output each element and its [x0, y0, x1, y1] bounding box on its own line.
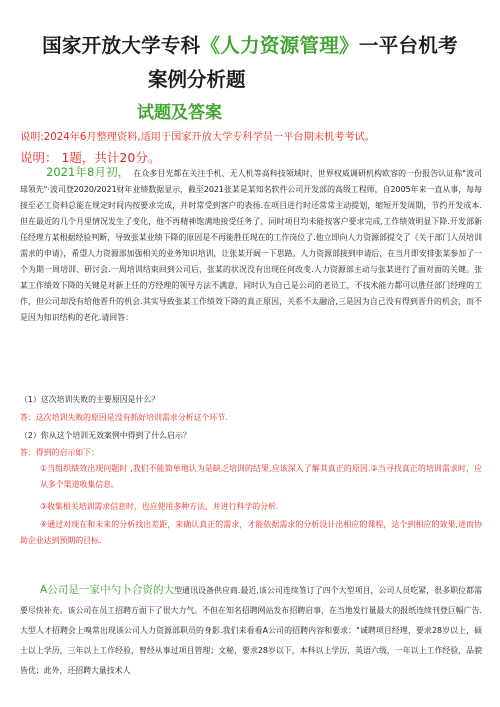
- title-course-name: 《人力资源管理》: [200, 34, 359, 57]
- case1-lead: 2021年8月初，: [46, 165, 130, 179]
- question-2: （2）你从这个培训无效案例中得到了什么启示？: [20, 431, 191, 440]
- answer-2-lead: 答：得到的启示如下：: [20, 448, 99, 457]
- usage-note: 说明:2024年6月整理资料,适用于国家开放大学专科学员一平台期末机考考试。: [20, 132, 375, 143]
- case2-body: 型通讯设备供应商.最近,该公司连续签订了四个大型项目，公司人员吃紧，很多职位都需要尽快补充。该公司在员工招聘方面下了很大力气。不但在知名招聘网站发布招聘启事，在当地发行量最大的报纸连续刊登巨幅广告.大型人才招聘会上嗅常出现该公司人力资源部职员的身影.我们来看看A公司的招聘内容和要求："诚聘项目经理，要求28岁以上，硕士以上学历，三年以上工作经验，曾经从事过项目管理；文秘，要求28岁以下，本科以上学历，英语六级，一年以上工作经验，品貌皆优；此外，还招聘大量技术人: [20, 586, 482, 675]
- answer-2-item-3: ④通过对现在和未来的分析找出差距，来确认真正的需求，才能依据需求的分析设计出相应的课程，达个到相应的效果,进而协助企业达到预期的目标.: [20, 520, 482, 545]
- question-summary: 说明： 1题，共计20分。: [20, 150, 161, 165]
- question-1: （1）这次培训失败的主要原因是什么？: [20, 395, 160, 404]
- case2-paragraph: [20, 580, 482, 681]
- title-line2: 案例分析题: [148, 68, 246, 91]
- title-prefix: 国家开放大学专科: [42, 34, 201, 57]
- title-suffix: 一平台机考: [358, 34, 458, 57]
- case2-lead: A公司是一家中勺卜合资的大: [40, 584, 175, 596]
- case1-body: 在众多目光都在关注手机、无人机等高科技领域时，世界权威调研机构欧容的一份报告认证称"波司球领先"·波司登2020/2021财年业绩数据显示，截至2021张某是某知名软件公司开发部的高级工程师，自2005年来一直从事，每每接至必工资料总能在规定时间内按要求完成，并时常受到客户的表扬.在项目进行时还常常主动提划，缩短开发周期，节约开发成本.但在最近的几个月里情况发生了变化，他不再精神饱满地接受任务了，同时项目均未能按客户要求完成,工作绩效明显下降.开发部新任经理方某根据经验判断，导致张某业绩下降的原因是不再能胜任现在的工作岗位了.他立即向人力资源部提交了《关于部门人员培训需求的申请》，希望人力资源部加强相关的业务知识培训，让张某开阔一下思路。人力资源部接到申请后，在当月即安排张某参加了一个为期一周培训、研讨会.一周培训结束回到公司后，张某的状况没有出现任何改变.人力资源部主动与张某进行了面对面的关键。张某工作绩效下降的关键是对新上任的方经理的领导方法不满意，同时认为自己是公司的老员工，不技术能力都可以胜任部门经理的工作，但公司却没有给他晋升的机会.其实导致张某工作绩效下降的真正原因，关系不太融洽,三是因为自己没有得到晋升的机会，而不是因为知识结构的老化.请回答：: [20, 169, 482, 322]
- answer-2-item-1: ①当组织绩效出现问题时 ,我们不能简单地认为是缺乏培训的结果,应该深入了解其真正的原因.②当寻找真正的培训需求时，应从多个渠道收集信息。: [40, 464, 482, 489]
- answer-1: 答：这次培训失败的原因是没有抓好培训需求分析这个环节.: [20, 413, 228, 422]
- title-line3: 试题及答案: [137, 103, 222, 123]
- document-title: [0, 34, 500, 58]
- case1-paragraph: [20, 164, 482, 326]
- answer-2-item-2: ③收集相关培训需求信息时，也应使用多种方法，并进行科学的分析.: [40, 502, 279, 511]
